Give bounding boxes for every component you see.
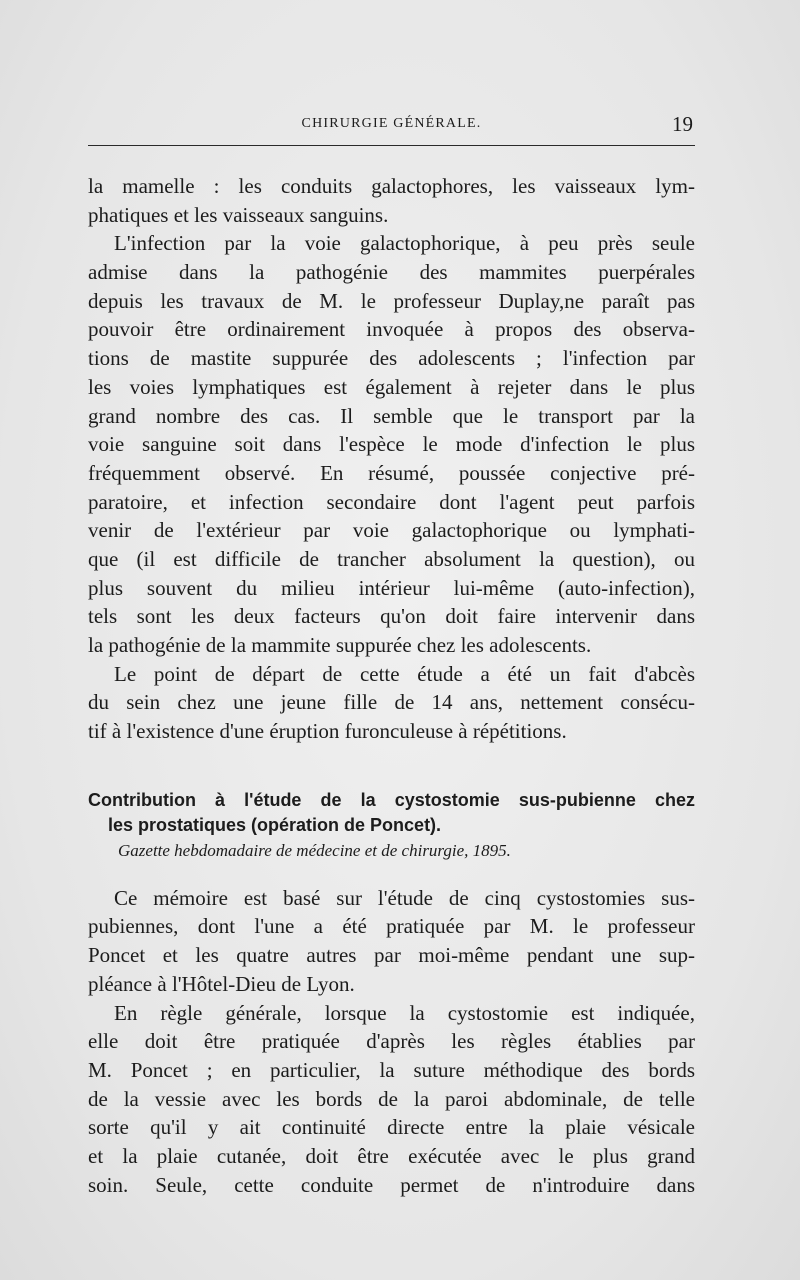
running-title: CHIRURGIE GÉNÉRALE.	[301, 116, 482, 131]
body-text	[88, 172, 695, 1199]
paragraph	[88, 660, 695, 746]
text-line: sorte qu'il y ait continuité directe entre la plaie vésicale	[88, 1115, 695, 1140]
text-line: du sein chez une jeune fille de 14 ans, nettement consécu-	[88, 690, 695, 715]
text-line: Le point de départ de cette étude a été un fait d'abcès	[114, 661, 695, 686]
text-line: pléance à l'Hôtel-Dieu de Lyon.	[88, 971, 355, 996]
text-line: pubiennes, dont l'une a été pratiquée par M. le professeur	[88, 914, 695, 939]
text-line: que (il est difficile de trancher absolument la question), ou	[88, 546, 695, 571]
header-rule	[88, 145, 695, 146]
section-spacer	[88, 746, 695, 788]
text-line: L'infection par la voie galactophorique, à peu près seule	[114, 231, 695, 256]
text-line: tions de mastite suppurée des adolescents ; l'infection par	[88, 346, 695, 371]
text-line: plus souvent du milieu intérieur lui-même (auto-infection),	[88, 575, 695, 600]
page-number: 19	[672, 112, 693, 136]
text-line: Poncet et les quatre autres par moi-même pendant une sup-	[88, 943, 695, 968]
section-spacer	[88, 864, 695, 884]
text-line: et la plaie cutanée, doit être exécutée avec le plus grand	[88, 1143, 695, 1168]
text-line: Ce mémoire est basé sur l'étude de cinq cystostomies sus-	[114, 885, 695, 910]
paragraph	[88, 229, 695, 659]
text-line: elle doit être pratiquée d'après les règles établies par	[88, 1029, 695, 1054]
section-title-line: les prostatiques (opération de Poncet).	[108, 814, 442, 835]
page-header	[88, 110, 695, 146]
text-line: grand nombre des cas. Il semble que le transport par la	[88, 403, 695, 428]
paragraph	[88, 884, 695, 999]
text-line: fréquemment observé. En résumé, poussée conjective pré-	[88, 460, 695, 485]
text-line: tels sont les deux facteurs qu'on doit faire intervenir dans	[88, 604, 695, 629]
section-heading	[88, 788, 695, 838]
text-line: voie sanguine soit dans l'espèce le mode d'infection le plus	[88, 432, 695, 457]
paragraph	[88, 999, 695, 1200]
section-title-line: Contribution à l'étude de la cystostomie sus-pubienne chez	[88, 789, 695, 810]
text-line: depuis les travaux de M. le professeur Duplay,ne paraît pas	[88, 288, 695, 313]
text-line: paratoire, et infection secondaire dont l'agent peut parfois	[88, 489, 695, 514]
text-line: M. Poncet ; en particulier, la suture méthodique des bords	[88, 1057, 695, 1082]
publication-source: Gazette hebdomadaire de médecine et de chirurgie, 1895.	[118, 840, 511, 860]
text-line: En règle générale, lorsque la cystostomie est indiquée,	[114, 1000, 695, 1025]
text-line: les voies lymphatiques est également à rejeter dans le plus	[88, 374, 695, 399]
text-line: soin. Seule, cette conduite permet de n'introduire dans	[88, 1172, 695, 1197]
text-line: phatiques et les vaisseaux sanguins.	[88, 202, 389, 227]
text-line: de la vessie avec les bords de la paroi abdominale, de telle	[88, 1086, 695, 1111]
text-line: admise dans la pathogénie des mammites puerpérales	[88, 260, 695, 285]
text-line: venir de l'extérieur par voie galactophorique ou lymphati-	[88, 518, 695, 543]
text-line: tif à l'existence d'une éruption furonculeuse à répétitions.	[88, 719, 567, 744]
text-line: la mamelle : les conduits galactophores, les vaisseaux lym-	[88, 174, 695, 198]
text-line: pouvoir être ordinairement invoquée à propos des observa-	[88, 317, 695, 342]
text-line: la pathogénie de la mammite suppurée chez les adolescents.	[88, 633, 592, 657]
paragraph	[88, 172, 695, 229]
